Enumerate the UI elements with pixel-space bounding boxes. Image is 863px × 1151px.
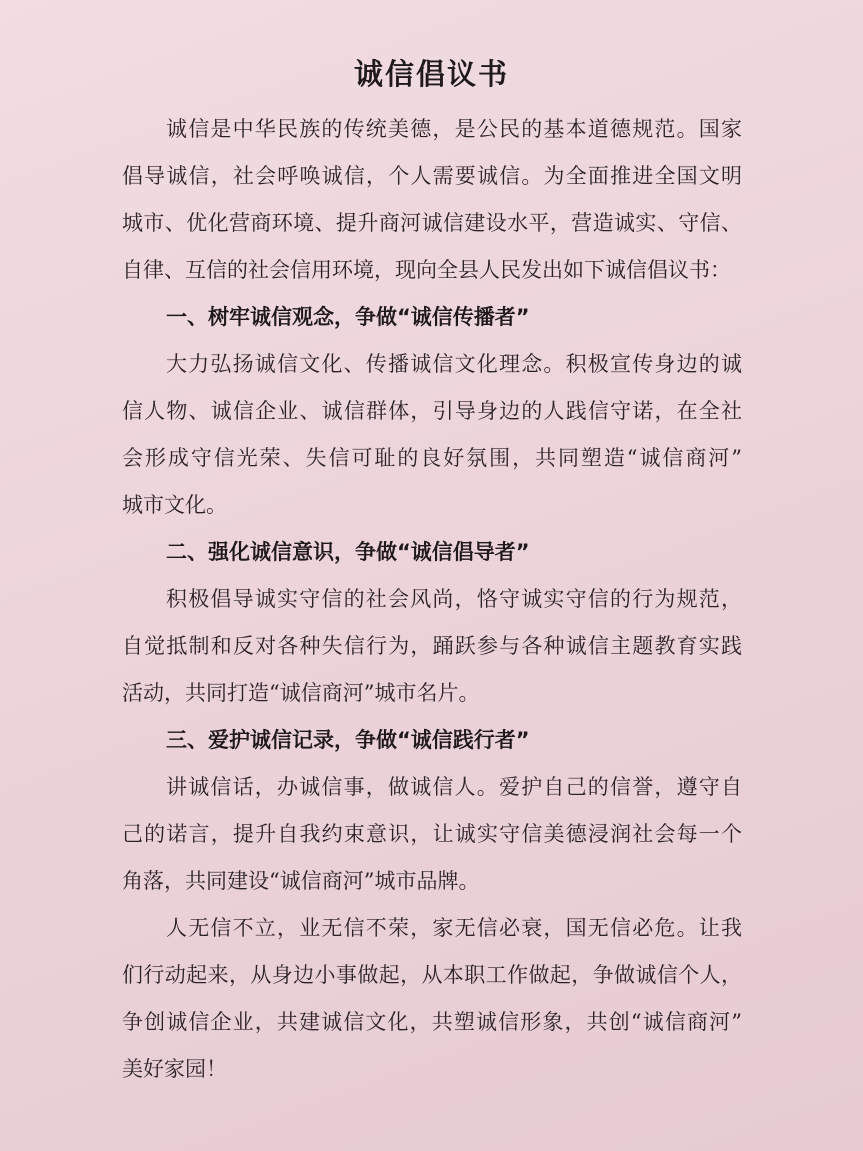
text-line: 争创诚信企业，共建诚信文化，共塑诚信形象，共创“诚信商河” xyxy=(122,1010,742,1034)
intro-paragraph xyxy=(122,106,742,294)
section-heading: 一、树牢诚信观念，争做“诚信传播者” xyxy=(166,305,530,329)
document-title: 诚信倡议书 xyxy=(353,57,509,91)
section-heading: 三、爱护诚信记录，争做“诚信践行者” xyxy=(166,728,530,752)
text-line: 城市、优化营商环境、提升商河诚信建设水平，营造诚实、守信、 xyxy=(122,211,742,235)
text-line: 讲诚信话，办诚信事，做诚信人。爱护自己的信誉，遵守自 xyxy=(166,775,742,799)
section-heading: 二、强化诚信意识，争做“诚信倡导者” xyxy=(166,540,530,564)
text-line: 大力弘扬诚信文化、传播诚信文化理念。积极宣传身边的诚 xyxy=(166,352,742,376)
section-2 xyxy=(122,529,742,717)
text-line: 积极倡导诚实守信的社会风尚，恪守诚实守信的行为规范， xyxy=(166,587,742,611)
text-line: 角落，共同建设“诚信商河”城市品牌。 xyxy=(122,869,480,893)
text-line: 自觉抵制和反对各种失信行为，踊跃参与各种诚信主题教育实践 xyxy=(122,634,742,658)
text-line: 倡导诚信，社会呼唤诚信，个人需要诚信。为全面推进全国文明 xyxy=(122,164,742,188)
closing-paragraph xyxy=(122,905,742,1093)
text-line: 活动，共同打造“诚信商河”城市名片。 xyxy=(122,681,480,705)
text-line: 己的诺言，提升自我约束意识，让诚实守信美德浸润社会每一个 xyxy=(122,822,742,846)
text-line: 自律、互信的社会信用环境，现向全县人民发出如下诚信倡议书： xyxy=(122,258,731,282)
section-3 xyxy=(122,717,742,905)
text-line: 城市文化。 xyxy=(122,493,227,517)
document-body xyxy=(122,106,742,1093)
text-line: 诚信是中华民族的传统美德，是公民的基本道德规范。国家 xyxy=(166,117,742,141)
text-line: 会形成守信光荣、失信可耻的良好氛围，共同塑造“诚信商河” xyxy=(122,446,742,470)
text-line: 人无信不立，业无信不荣，家无信必衰，国无信必危。让我 xyxy=(166,916,742,940)
text-line: 们行动起来，从身边小事做起，从本职工作做起，争做诚信个人， xyxy=(122,963,742,987)
text-line: 美好家园！ xyxy=(122,1057,227,1081)
text-line: 信人物、诚信企业、诚信群体，引导身边的人践信守诺，在全社 xyxy=(122,399,742,423)
section-1 xyxy=(122,294,742,529)
